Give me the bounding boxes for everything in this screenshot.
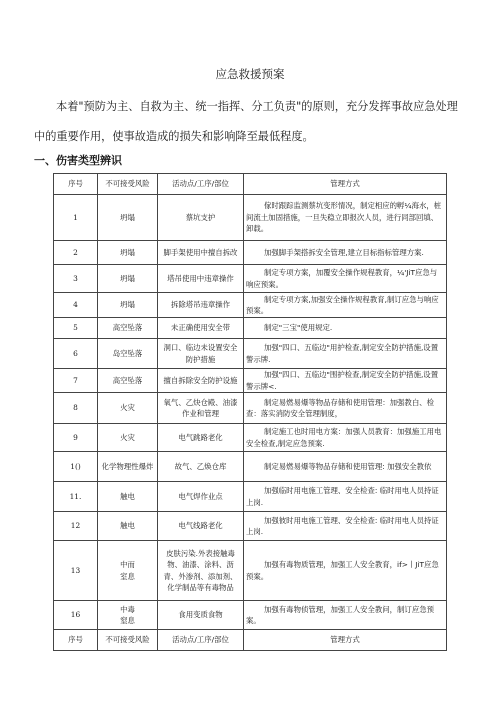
- management-cell: 加强"四口、五临边"围护检查,制定安全防护措施,设置警示牌<.: [244, 369, 447, 393]
- header-risk: 不可接受风险: [98, 174, 158, 195]
- footer-no: 序号: [54, 630, 98, 651]
- risk-cell: 坍塌: [98, 293, 158, 318]
- location-cell: 电气跳路老化: [158, 424, 244, 452]
- management-cell: 加强临时用电施工管理、安全检查: 临时用电人员持证上岗.: [244, 482, 447, 512]
- row-number: 8: [54, 393, 98, 424]
- management-cell: 制定专项方案,加强安全操作规程教育,制订应急与响应预案。: [244, 293, 447, 318]
- table-row: [54, 393, 447, 424]
- header-management: 管理方式: [244, 174, 447, 195]
- row-number: 2: [54, 241, 98, 265]
- location-cell: 皮肤污染.外表接触毒物、油漆、涂料、沥青、外渗剂、添加剂、化学制品等有毒物品: [158, 541, 244, 601]
- location-cell: 未正确使用安全带: [158, 318, 244, 339]
- footer-risk: 不可接受风险: [98, 630, 158, 651]
- location-cell: 食用变质食物: [158, 601, 244, 630]
- risk-cell: 岛空坠落: [98, 339, 158, 369]
- table-row: [54, 482, 447, 512]
- hazard-table: [53, 173, 447, 651]
- table-body: [54, 195, 447, 630]
- location-cell: 塔吊使用中违章操作: [158, 265, 244, 293]
- location-cell: 拆除塔吊违章操作: [158, 293, 244, 318]
- row-number: 6: [54, 339, 98, 369]
- management-cell: 制定易燃易爆等物品存储和使用管理：加强教白、检查：落实消防安全管理制度，: [244, 393, 447, 424]
- risk-cell: 化学物理性爆炸: [98, 452, 158, 482]
- risk-cell: 火灾: [98, 424, 158, 452]
- risk-cell: 触电: [98, 482, 158, 512]
- risk-cell: 高空坠落: [98, 318, 158, 339]
- table-row: [54, 541, 447, 601]
- table-row: [54, 241, 447, 265]
- header-location: 活动点/工序/部位: [158, 174, 244, 195]
- row-number: 13: [54, 541, 98, 601]
- row-number: 16: [54, 601, 98, 630]
- risk-cell: 中毒 窒息: [98, 601, 158, 630]
- table-row: [54, 195, 447, 241]
- table-row: [54, 318, 447, 339]
- risk-cell: 触电: [98, 512, 158, 541]
- table-row: [54, 424, 447, 452]
- risk-cell: 坍塌: [98, 265, 158, 293]
- management-cell: 加强有毒物侦管理，加强工人安全教问，制订应急预案。: [244, 601, 447, 630]
- row-number: 7: [54, 369, 98, 393]
- table-row: [54, 512, 447, 541]
- risk-cell: 中而 室息: [98, 541, 158, 601]
- management-cell: 制定施工也时用电方案：加强人员教育：加强施工用电安全检查,制定应急预案.: [244, 424, 447, 452]
- location-cell: 电气焊作业点: [158, 482, 244, 512]
- row-number: 1(): [54, 452, 98, 482]
- table-row: [54, 452, 447, 482]
- location-cell: 故气、乙焕仓库: [158, 452, 244, 482]
- row-number: 11.: [54, 482, 98, 512]
- risk-cell: 坍塌: [98, 195, 158, 241]
- management-cell: 加强有毒物质管理，加强工人安全教育，if>丨JiT应急预案。: [244, 541, 447, 601]
- table-footer-row: [54, 630, 447, 651]
- location-cell: 洞口、临边未设置安全防护措施: [158, 339, 244, 369]
- risk-cell: 坍塌: [98, 241, 158, 265]
- management-cell: 制定专项方案，加覆安全操作规程教育，¼'JiT应急与响应预案。: [244, 265, 447, 293]
- risk-cell: 高空坠落: [98, 369, 158, 393]
- row-number: 12: [54, 512, 98, 541]
- management-cell: 制定"三宝"使用规定.: [244, 318, 447, 339]
- section-heading: 一、伤害类型辨识: [34, 154, 122, 167]
- table-row: [54, 265, 447, 293]
- table-row: [54, 293, 447, 318]
- location-cell: 蔡坑支护: [158, 195, 244, 241]
- row-number: 1: [54, 195, 98, 241]
- location-cell: 氧气、乙炔仓殿、油漆作业和管理: [158, 393, 244, 424]
- location-cell: 擅自拆除安全防护设施: [158, 369, 244, 393]
- location-cell: 脚手架使用中擅自拆改: [158, 241, 244, 265]
- table-row: [54, 601, 447, 630]
- management-cell: 傢时跟踪监测蔡坑变形情况，制定相应的孵¼海水，桩间流土加固措施，一旦失稳立即报次人员，进行同部回填、卸载。: [244, 195, 447, 241]
- row-number: 5: [54, 318, 98, 339]
- intro-paragraph: 本着"预防为主、自救为主、统一指挥、分工负责"的原则，充分发挥事故应急处理中的重要作用，使事故造成的损失和影响降至最低程度。: [34, 100, 458, 143]
- table-row: [54, 369, 447, 393]
- footer-location: 活动点/工序/部位: [158, 630, 244, 651]
- management-cell: 加强脚手架搭拆安全管理,建立目标指标管理方案.: [244, 241, 447, 265]
- header-no: 序号: [54, 174, 98, 195]
- footer-management: 管理方式: [244, 630, 447, 651]
- location-cell: 电气线路老化: [158, 512, 244, 541]
- management-cell: 加强"四口、五临边"用护检查,制定安全防护措施,设置警示牌.: [244, 339, 447, 369]
- table-header-row: [54, 174, 447, 195]
- table-row: [54, 339, 447, 369]
- row-number: 3: [54, 265, 98, 293]
- row-number: 9: [54, 424, 98, 452]
- document-title: 应急救援预案: [215, 67, 285, 81]
- risk-cell: 火灾: [98, 393, 158, 424]
- row-number: 4: [54, 293, 98, 318]
- management-cell: 制定易燃易爆等物品存储和使用管理: 加强安全教依: [244, 452, 447, 482]
- management-cell: 加强彼时用电施工管理、安全检查: 临时用电人员持证上岗.: [244, 512, 447, 541]
